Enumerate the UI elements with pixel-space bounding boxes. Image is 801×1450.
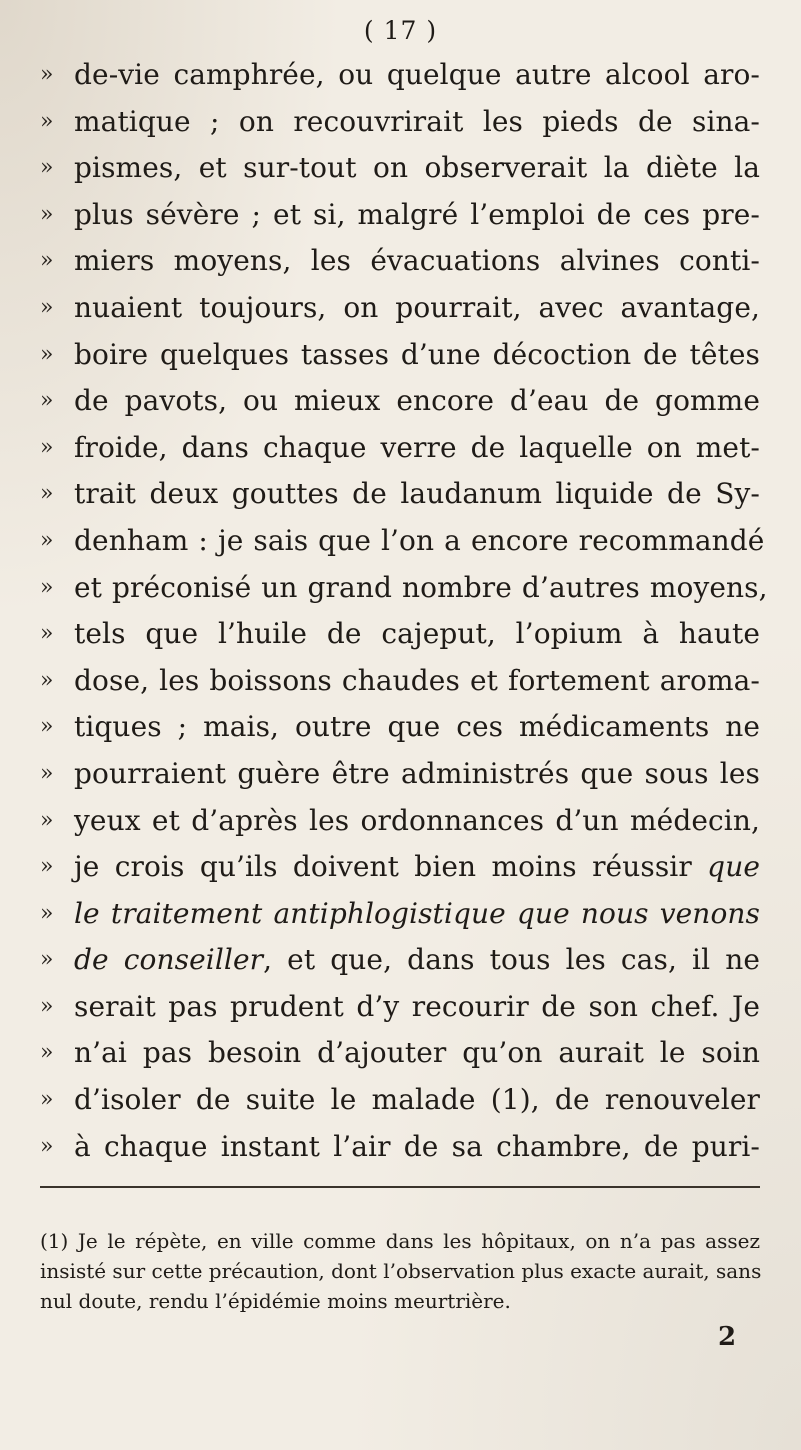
text-line bbox=[40, 984, 760, 1031]
text-line bbox=[40, 751, 760, 798]
text-line bbox=[40, 937, 760, 984]
line-text: froide, dans chaque verre de laquelle on met- bbox=[74, 430, 760, 464]
signature-mark: 2 bbox=[718, 1322, 737, 1352]
footnote bbox=[40, 1226, 760, 1316]
line-text-mixed bbox=[74, 844, 760, 891]
text-line bbox=[40, 1030, 760, 1077]
quote-mark: » bbox=[40, 807, 54, 833]
line-text: de-vie camphrée, ou quelque autre alcool aro- bbox=[74, 58, 760, 91]
quote-mark: » bbox=[40, 62, 54, 87]
line-text-mixed bbox=[74, 937, 760, 984]
footnote-divider bbox=[40, 1186, 760, 1188]
text-line bbox=[40, 425, 760, 472]
quote-mark: » bbox=[40, 1133, 54, 1159]
quote-mark: » bbox=[40, 481, 54, 507]
text-line bbox=[40, 565, 768, 612]
text-line bbox=[40, 844, 760, 891]
line-text: trait deux gouttes de laudanum liquide de Sy- bbox=[74, 477, 760, 511]
text-line bbox=[40, 52, 760, 99]
line-text: de pavots, ou mieux encore d’eau de gomme bbox=[74, 384, 760, 418]
page-number: ( 17 ) bbox=[363, 16, 438, 45]
quote-mark: » bbox=[40, 854, 54, 880]
line-text: miers moyens, les évacuations alvines conti- bbox=[74, 244, 760, 278]
quote-mark: » bbox=[40, 714, 54, 740]
text-line bbox=[40, 658, 760, 705]
body-text bbox=[40, 52, 768, 1170]
text-line bbox=[40, 611, 760, 658]
line-text: yeux et d’après les ordonnances d’un médecin, bbox=[74, 803, 760, 837]
text-line bbox=[40, 1077, 760, 1124]
line-text: n’ai pas besoin d’ajouter qu’on aurait le soin bbox=[74, 1036, 760, 1070]
quote-mark: » bbox=[40, 760, 54, 786]
quote-mark: » bbox=[40, 993, 54, 1019]
text-line bbox=[40, 238, 760, 285]
line-text-italic: de conseiller bbox=[74, 943, 264, 977]
line-text-roman: , et que, dans tous les cas, il ne bbox=[263, 943, 761, 977]
line-text: pourraient guère être administrés que sous les bbox=[74, 756, 760, 790]
text-line bbox=[40, 891, 760, 938]
text-line bbox=[40, 378, 760, 425]
line-text-italic: que bbox=[707, 850, 760, 884]
footnote-line: insisté sur cette précaution, dont l’observation plus exacte aurait, sans bbox=[40, 1259, 762, 1283]
quote-mark: » bbox=[40, 434, 54, 460]
quote-mark: » bbox=[40, 900, 54, 926]
line-text: pismes, et sur-tout on observerait la diète la bbox=[74, 151, 760, 185]
line-text: tiques ; mais, outre que ces médicaments ne bbox=[74, 710, 760, 744]
text-line bbox=[40, 798, 760, 845]
footnote-line: (1) Je le répète, en ville comme dans les hôpitaux, on n’a pas assez bbox=[40, 1229, 760, 1253]
text-line bbox=[40, 99, 760, 146]
line-text: serait pas prudent d’y recourir de son chef. Je bbox=[74, 989, 760, 1023]
text-line bbox=[40, 192, 760, 239]
quote-mark: » bbox=[40, 248, 54, 274]
quote-mark: » bbox=[40, 341, 54, 367]
line-text: boire quelques tasses d’une décoction de têtes bbox=[74, 337, 760, 371]
line-text: nuaient toujours, on pourrait, avec avantage, bbox=[74, 290, 760, 324]
quote-mark: » bbox=[40, 527, 54, 553]
quote-mark: » bbox=[40, 108, 54, 134]
quote-mark: » bbox=[40, 1040, 54, 1066]
text-line bbox=[40, 332, 760, 379]
quote-mark: » bbox=[40, 947, 54, 973]
line-text: matique ; on recouvrirait les pieds de sina- bbox=[74, 104, 760, 138]
quote-mark: » bbox=[40, 621, 54, 647]
text-line bbox=[40, 285, 760, 332]
quote-mark: » bbox=[40, 388, 54, 414]
text-line bbox=[40, 518, 765, 565]
line-text: tels que l’huile de cajeput, l’opium à haute bbox=[74, 617, 760, 651]
line-text: d’isoler de suite le malade (1), de renouveler bbox=[74, 1083, 760, 1117]
quote-mark: » bbox=[40, 201, 54, 227]
text-line bbox=[40, 704, 760, 751]
quote-mark: » bbox=[40, 667, 54, 693]
line-text: dose, les boissons chaudes et fortement aroma- bbox=[74, 663, 760, 697]
quote-mark: » bbox=[40, 155, 54, 181]
footnote-line: nul doute, rendu l’épidémie moins meurtrière. bbox=[40, 1289, 511, 1313]
quote-mark: » bbox=[40, 294, 54, 320]
line-text-roman: je crois qu’ils doivent bien moins réussir bbox=[74, 850, 692, 884]
line-text-italic: le traitement antiphlogistique que nous venons bbox=[74, 896, 760, 930]
text-line bbox=[40, 1124, 760, 1171]
text-line bbox=[40, 471, 760, 518]
text-line bbox=[40, 145, 760, 192]
line-text: denham : je sais que l’on a encore recommandé bbox=[74, 523, 765, 557]
quote-mark: » bbox=[40, 1087, 54, 1113]
line-text: à chaque instant l’air de sa chambre, de puri- bbox=[74, 1129, 760, 1163]
quote-mark: » bbox=[40, 574, 54, 600]
line-text: et préconisé un grand nombre d’autres moyens, bbox=[74, 570, 768, 604]
line-text: plus sévère ; et si, malgré l’emploi de ces pre- bbox=[74, 197, 760, 231]
